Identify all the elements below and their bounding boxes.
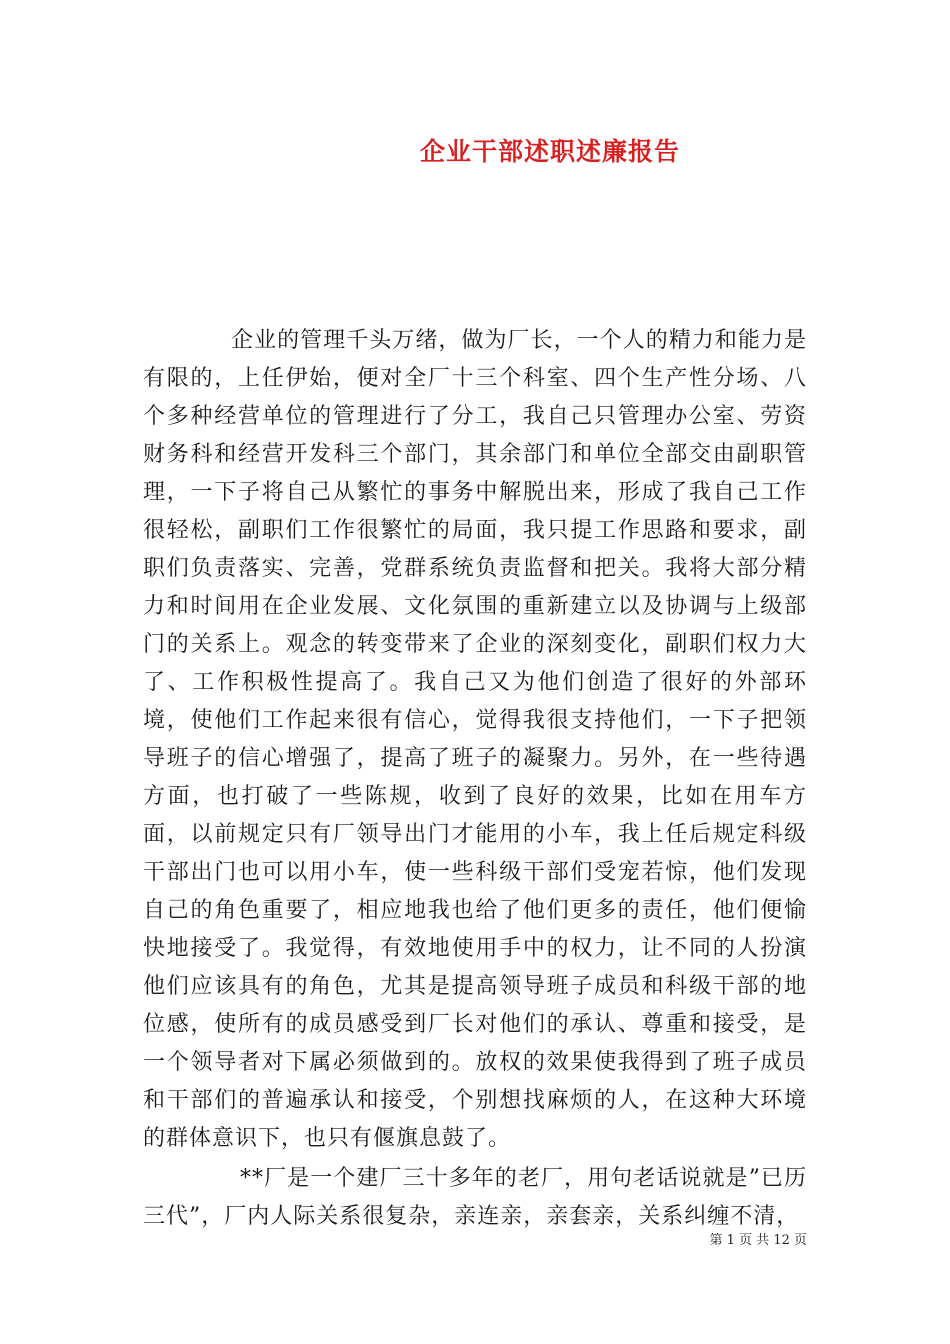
page-number-footer: 第 1 页 共 12 页 — [709, 1233, 807, 1248]
paragraph-1: 企业的管理千头万绪，做为厂长，一个人的精力和能力是有限的，上任伊始，便对全厂十三个科室、四个生产性分场、八个多种经营单位的管理进行了分工，我自己只管理办公室、劳资财务科和经营开发科三个部门，其余部门和单位全部交由副职管理，一下子将自己从繁忙的事务中解脱出来，形成了我自己工作很轻松，副职们工作很繁忙的局面，我只提工作思路和要求，副职们负责落实、完善，党群系统负责监督和把关。我将大部分精力和时间用在企业发展、文化氛围的重新建立以及协调与上级部门的关系上。观念的转变带来了企业的深刻变化，副职们权力大了、工作积极性提高了。我自己又为他们创造了很好的外部环境，使他们工作起来很有信心，觉得我很支持他们，一下子把领导班子的信心增强了，提高了班子的凝聚力。另外，在一些待遇方面，也打破了一些陈规，收到了良好的效果，比如在用车方面，以前规定只有厂领导出门才能用的小车，我上任后规定科级干部出门也可以用小车，使一些科级干部们受宠若惊，他们发现自己的角色重要了，相应地我也给了他们更多的责任，他们便愉快地接受了。我觉得，有效地使用手中的权力，让不同的人扮演他们应该具有的角色，尤其是提高领导班子成员和科级干部的地位感，使所有的成员感受到厂长对他们的承认、尊重和接受，是一个领导者对下属必须做到的。放权的效果使我得到了班子成员和干部们的普遍承认和接受，个别想找麻烦的人，在这种大环境的群体意识下，也只有偃旗息鼓了。 — [143, 328, 807, 1151]
document-title: 企业干部述职述廉报告 — [419, 137, 680, 166]
document-body — [143, 322, 807, 1236]
paragraph-2: **厂是一个建厂三十多年的老厂，用句老话说就是”已历三代”，厂内人际关系很复杂，亲连亲，亲套亲，关系纠缠不清， — [143, 1166, 807, 1229]
